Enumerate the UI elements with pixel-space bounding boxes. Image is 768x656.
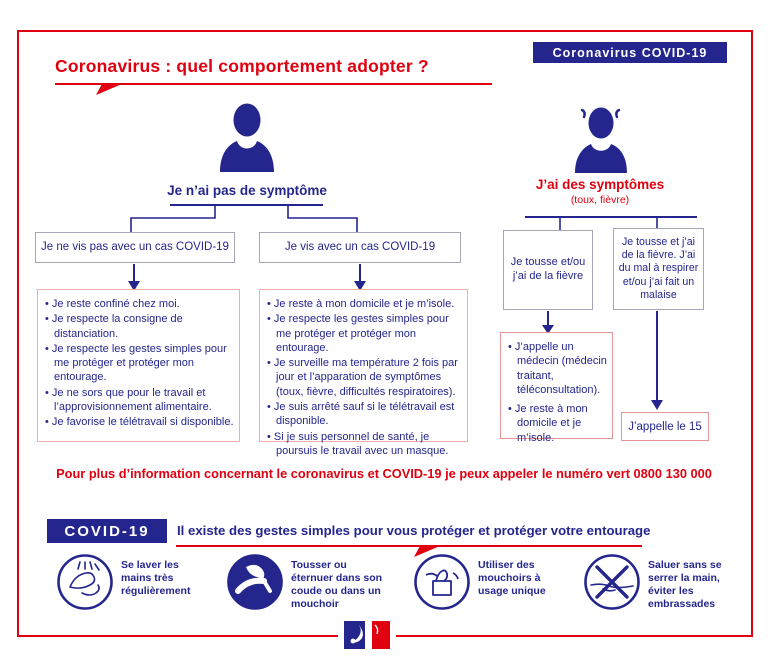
wash-hands-icon: [56, 553, 114, 611]
call-15-box: J’appelle le 15: [621, 412, 709, 441]
gesture-label: Tousser ou éternuer dans son coude ou dans un mouchoir: [291, 559, 383, 611]
gesture-tissue: [413, 553, 564, 611]
no-symptoms-label: Je n’ai pas de symptôme: [167, 183, 327, 198]
covid-badge: COVID-19: [47, 519, 167, 543]
advice-item: • Je respecte la consigne de distanciation.: [45, 312, 234, 341]
advice-item: • Je suis arrêté sauf si le télétravail est disponible.: [267, 400, 462, 429]
gesture-cough-elbow: [226, 553, 383, 612]
marianne-flag-icon: [344, 621, 390, 649]
advice-box-not-living-with-case: [37, 289, 240, 442]
advice-item: • Si je suis personnel de santé, je poursuis le travail avec un masque.: [267, 430, 462, 459]
advice-item: • Je respecte les gestes simples pour me protéger et protéger mon entourage.: [45, 342, 234, 385]
advice-item: • Je respecte les gestes simples pour me protéger et protéger mon entourage.: [267, 312, 462, 355]
advice-item: • Je favorise le télétravail si disponible.: [45, 415, 234, 429]
person-symptoms-icon: [567, 106, 635, 176]
person-no-symptoms-icon: [212, 102, 282, 176]
gestures-headline: Il existe des gestes simples pour vous protéger et protéger votre entourage: [177, 523, 651, 538]
tissue-icon: [413, 553, 471, 611]
symptoms-sublabel: (toux, fièvre): [570, 194, 630, 206]
symptoms-label: J’ai des symptômes: [535, 177, 665, 192]
gesture-label: Saluer sans se serrer la main, éviter les embrassades: [648, 559, 722, 611]
advice-box-living-with-case: [259, 289, 468, 457]
advice-item: • Je reste confiné chez moi.: [45, 297, 234, 311]
advice-item: • Je reste à mon domicile et je m’isole.: [508, 402, 607, 445]
advice-item: • J’appelle un médecin (médecin traitant, téléconsultation).: [508, 340, 607, 397]
gesture-no-handshake: [583, 553, 740, 612]
branch-box-cough-or-fever: Je tousse et/ou j’ai de la fièvre: [503, 230, 593, 310]
branch-box-living-with-case: Je vis avec un cas COVID-19: [259, 232, 461, 263]
corner-badge: Coronavirus COVID-19: [533, 42, 727, 63]
advice-item: • Je reste à mon domicile et je m’isole.: [267, 297, 462, 311]
branch-box-severe-symptoms: Je tousse et j’ai de la fièvre. J’ai du mal à respirer et/ou j’ai fait un malaise: [613, 228, 704, 310]
advice-box-call-doctor: [500, 332, 613, 444]
gesture-label: Utiliser des mouchoirs à usage unique: [478, 559, 546, 598]
french-government-logo: [338, 617, 396, 653]
gesture-label: Se laver les mains très régulièrement: [121, 559, 191, 598]
no-handshake-icon: [583, 553, 641, 611]
page-title: Coronavirus : quel comportement adopter ?: [55, 56, 429, 76]
gesture-wash-hands: [56, 553, 205, 611]
branch-box-not-living-with-case: Je ne vis pas avec un cas COVID-19: [35, 232, 235, 263]
advice-item: • Je ne sors que pour le travail et l’approvisionnement alimentaire.: [45, 386, 234, 415]
cough-elbow-icon: [226, 553, 284, 611]
hotline-text: Pour plus d’information concernant le coronavirus et COVID-19 je peux appeler le numéro vert 0800 130 000: [56, 466, 712, 481]
advice-item: • Je surveille ma température 2 fois par jour et l’apparation de symptômes (toux, fièvre, difficultés respiratoires).: [267, 356, 462, 399]
